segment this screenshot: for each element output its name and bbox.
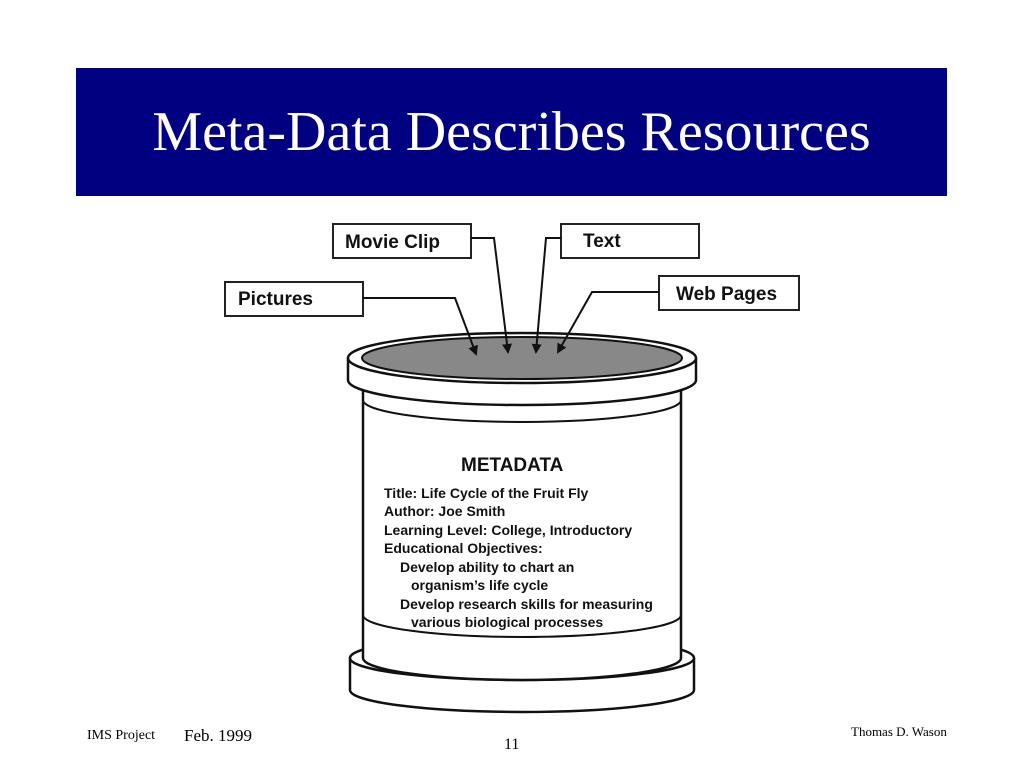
metadata-line-objective-2b: various biological processes	[411, 614, 604, 630]
web-pages-label: Web Pages	[676, 284, 778, 305]
pictures-box	[225, 282, 363, 316]
footer-date: Feb. 1999	[184, 726, 252, 745]
text-label: Text	[583, 231, 621, 252]
metadata-line-objectives: Educational Objectives:	[384, 540, 543, 556]
metadata-line-objective-2a: Develop research skills for measuring	[400, 596, 653, 612]
can-opening	[362, 337, 682, 379]
footer-page-number: 11	[504, 736, 520, 753]
movie-clip-box	[333, 224, 471, 258]
metadata-line-level: Learning Level: College, Introductory	[384, 522, 633, 538]
slide-title: Meta-Data Describes Resources	[152, 101, 871, 163]
metadata-heading: METADATA	[461, 455, 564, 476]
metadata-line-objective-1b: organism’s life cycle	[411, 577, 549, 593]
text-box	[561, 224, 699, 258]
movie-clip-label: Movie Clip	[345, 232, 441, 253]
metadata-line-author: Author: Joe Smith	[384, 503, 506, 519]
pictures-label: Pictures	[238, 289, 313, 310]
metadata-line-title: Title: Life Cycle of the Fruit Fly	[384, 485, 589, 501]
footer-project: IMS Project	[87, 728, 156, 743]
metadata-line-objective-1a: Develop ability to chart an	[400, 559, 575, 575]
web-pages-box	[659, 276, 799, 310]
footer-author: Thomas D. Wason	[851, 724, 947, 739]
